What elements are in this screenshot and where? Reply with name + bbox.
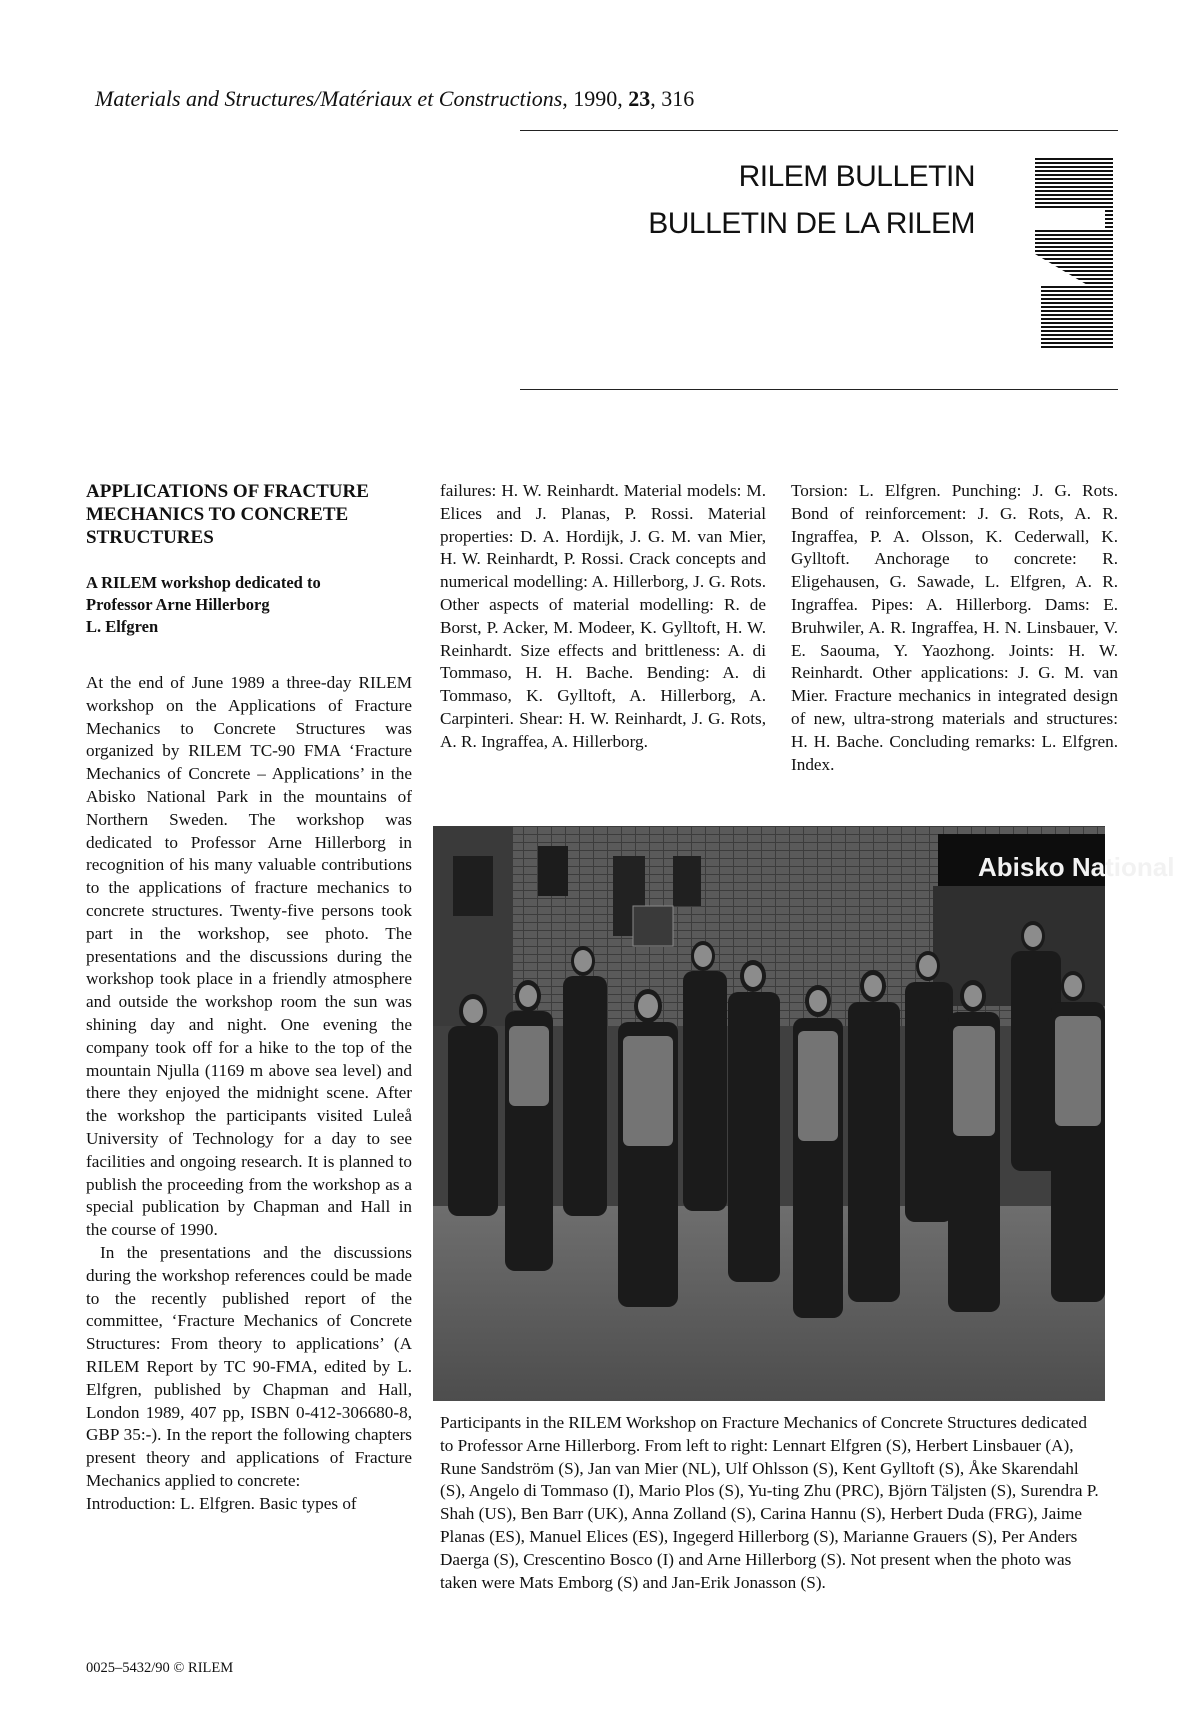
journal-year: , 1990, [562,86,629,111]
body-paragraph: Torsion: L. Elfgren. Punching: J. G. Rots. Bond of reinforcement: J. G. Rots, A. R. Ingraffea, P. A. Olsson, K. Cederwall, K. Gylltoft. Anchorage to concrete: R. Eligehausen, G. Sawade, L. Elfgren, A. R. Ingraffea. Pipes: A. Hillerborg. Dams: E. Bruhwiler, A. R. Ingraffea, H. N. Linsbauer, V. E. Saouma, Y. Yaozhong. Joints: H. W. Reinhardt. Other applications: J. G. M. van Mier. Fracture mechanics in integrated design of new, ultra-strong materials and structures: H. H. Bache. Concluding remarks: L. Elfgren. Index. [791,481,1118,774]
rilem-logo [1035,158,1113,350]
journal-citation [95,86,694,112]
journal-page: 316 [661,86,695,111]
subtitle-line-1: A RILEM workshop dedicated to [86,573,321,592]
body-paragraph: failures: H. W. Reinhardt. Material models: M. Elices and J. Planas, P. Rossi. Material properties: D. A. Hordijk, J. G. M. van Mier, H. W. Reinhardt, P. Rossi. Crack concepts and numerical modelling: A. Hillerborg, J. G. Rots. Other aspects of material modelling: R. de Borst, P. Acker, M. Modeer, K. Gylltoft, H. W. Reinhardt. Size effects and brittleness: A. di Tommaso, H. H. Bache. Bending: A. di Tommaso, K. Gylltoft, A. Hillerborg, A. Carpinteri. Shear: H. W. Reinhardt, J. G. Rots, A. R. Ingraffea, A. Hillerborg. [440,481,766,751]
article-subtitle [86,572,416,638]
group-photo-scene [433,826,1175,1401]
journal-name: Materials and Structures/Matériaux et Constructions [95,86,563,111]
photo-caption: Participants in the RILEM Workshop on Fracture Mechanics of Concrete Structures dedicated to Professor Arne Hillerborg. From left to right: Lennart Elfgren (S), Herbert Linsbauer (A), Rune Sandström (S), Jan van Mier (NL), Ulf Ohlsson (S), Kent Gylltoft (S), Åke Skarendahl (S), Angelo di Tommaso (I), Mario Plos (S), Yu-ting Zhu (PRC), Björn Täljsten (S), Surendra P. Shah (US), Ben Barr (UK), Anna Zolland (S), Carina Hannu (S), Herbert Duda (FRG), Jaime Planas (ES), Manuel Elices (ES), Ingegerd Hillerborg (S), Marianne Grauers (S), Per Anders Daerga (S), Crescentino Bosco (I) and Arne Hillerborg (S). Not present when the photo was taken were Mats Emborg (S) and Jan-Erik Jonasson (S). [440,1413,1099,1592]
journal-page-separator: , [650,86,662,111]
body-line: Introduction: L. Elfgren. Basic types of [86,1493,357,1513]
footer-code: 0025–5432/90 © RILEM [86,1660,234,1676]
body-column-3 [791,480,1118,776]
article-title: APPLICATIONS OF FRACTURE MECHANICS TO CONCRETE STRUCTURES [86,481,369,548]
body-paragraph: At the end of June 1989 a three-day RILEM workshop on the Applications of Fracture Mechanics to Concrete Structures was organized by RILEM TC-90 FMA ‘Fracture Mechanics of Concrete – Applications’ in the Abisko National Park in the mountains of Northern Sweden. The workshop was dedicated to Professor Arne Hillerborg in recognition of his many valuable contributions to the applications of fracture mechanics to concrete structures. Twenty-five persons took part in the workshop, see photo. The presentations and the discussions during the workshop took place in a friendly atmosphere and outside the workshop room the sun was shining day and night. One evening the company took off for a hike to the top of the mountain Njulla (1169 m above sea level) and there they enjoyed the midnight scene. After the workshop the participants visited Luleå University of Technology for a day to see facilities and ongoing research. It is planned to publish the proceeding from the workshop as a special publication by Chapman and Hall in the course of 1990. [86,673,412,1240]
header-rule [520,130,1118,131]
body-column-1 [86,672,412,1515]
subtitle-line-2: Professor Arne Hillerborg [86,595,270,614]
sign-text: Abisko National [978,852,1175,882]
group-photo [433,826,1175,1401]
article-author: L. Elfgren [86,617,159,636]
bulletin-title-fr: BULLETIN DE LA RILEM [648,207,975,240]
body-paragraph: In the presentations and the discussions during the workshop references could be made to the recently published report of the committee, ‘Fracture Mechanics of Concrete Structures: From theory to applications’ (A RILEM Report by TC 90-FMA, edited by L. Elfgren, published by Chapman and Hall, London 1989, 407 pp, ISBN 0-412-306680-8, GBP 35:-). In the report the following chapters present theory and applications of Fracture Mechanics applied to concrete: [86,1242,412,1490]
title-rule [520,389,1118,390]
body-column-2 [440,480,766,754]
bulletin-title-en: RILEM BULLETIN [738,160,975,193]
journal-volume: 23 [628,86,651,111]
